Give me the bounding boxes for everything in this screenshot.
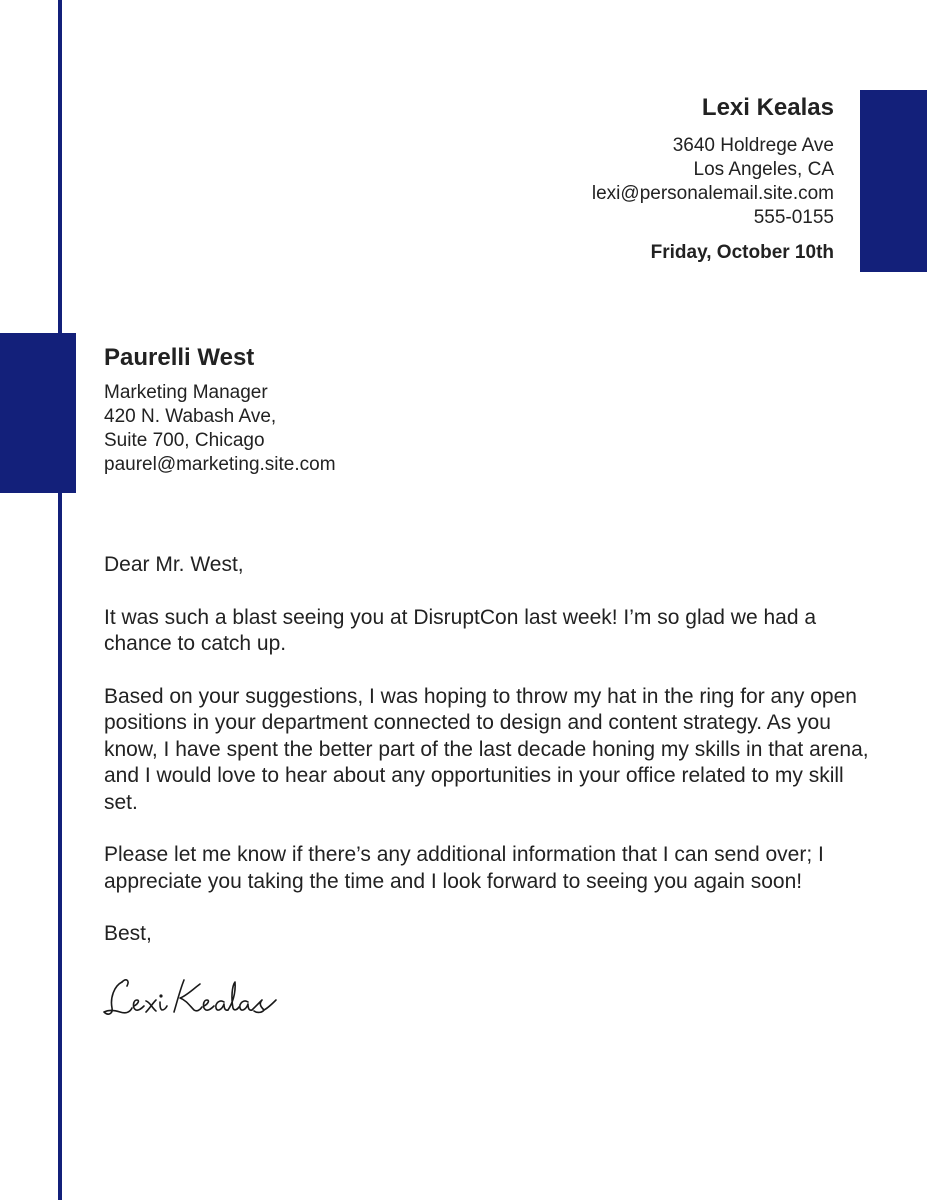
letter-paragraph: Please let me know if there’s any additional information that I can send over; I appreciate you taking the time and I look forward to seeing you again soon!: [104, 843, 824, 893]
recipient-block: [104, 342, 336, 477]
sender-email: lexi@personalemail.site.com: [591, 183, 834, 204]
letter-greeting: Dear Mr. West,: [104, 553, 244, 576]
sender-block: [592, 92, 834, 265]
recipient-title: Marketing Manager: [104, 382, 268, 403]
sender-street: 3640 Holdrege Ave: [672, 135, 834, 156]
recipient-name: Paurelli West: [104, 344, 255, 371]
letter-date: Friday, October 10th: [650, 242, 834, 263]
accent-vertical-line: [58, 0, 62, 1200]
letter-paragraph: It was such a blast seeing you at DisruptCon last week! I’m so glad we had a chance to catch up.: [104, 605, 817, 655]
handwritten-signature: [100, 968, 300, 1028]
sender-city: Los Angeles, CA: [693, 159, 834, 180]
sender-phone: 555-0155: [753, 207, 834, 228]
sender-name: Lexi Kealas: [701, 94, 834, 121]
letter-closing: Best,: [104, 922, 152, 945]
recipient-email: paurel@marketing.site.com: [104, 454, 336, 475]
accent-block-right: [860, 90, 927, 272]
accent-block-left: [0, 333, 76, 493]
letter-paragraph: Based on your suggestions, I was hoping to throw my hat in the ring for any open positions in your department connected to design and content strategy. As you know, I have spent the better part of the last decade honing my skills in that arena, and I would love to hear about any opportunities in your office related to my skill set.: [104, 684, 869, 814]
recipient-suite: Suite 700, Chicago: [104, 430, 265, 451]
recipient-street: 420 N. Wabash Ave,: [104, 406, 277, 427]
letter-body: [104, 552, 874, 974]
